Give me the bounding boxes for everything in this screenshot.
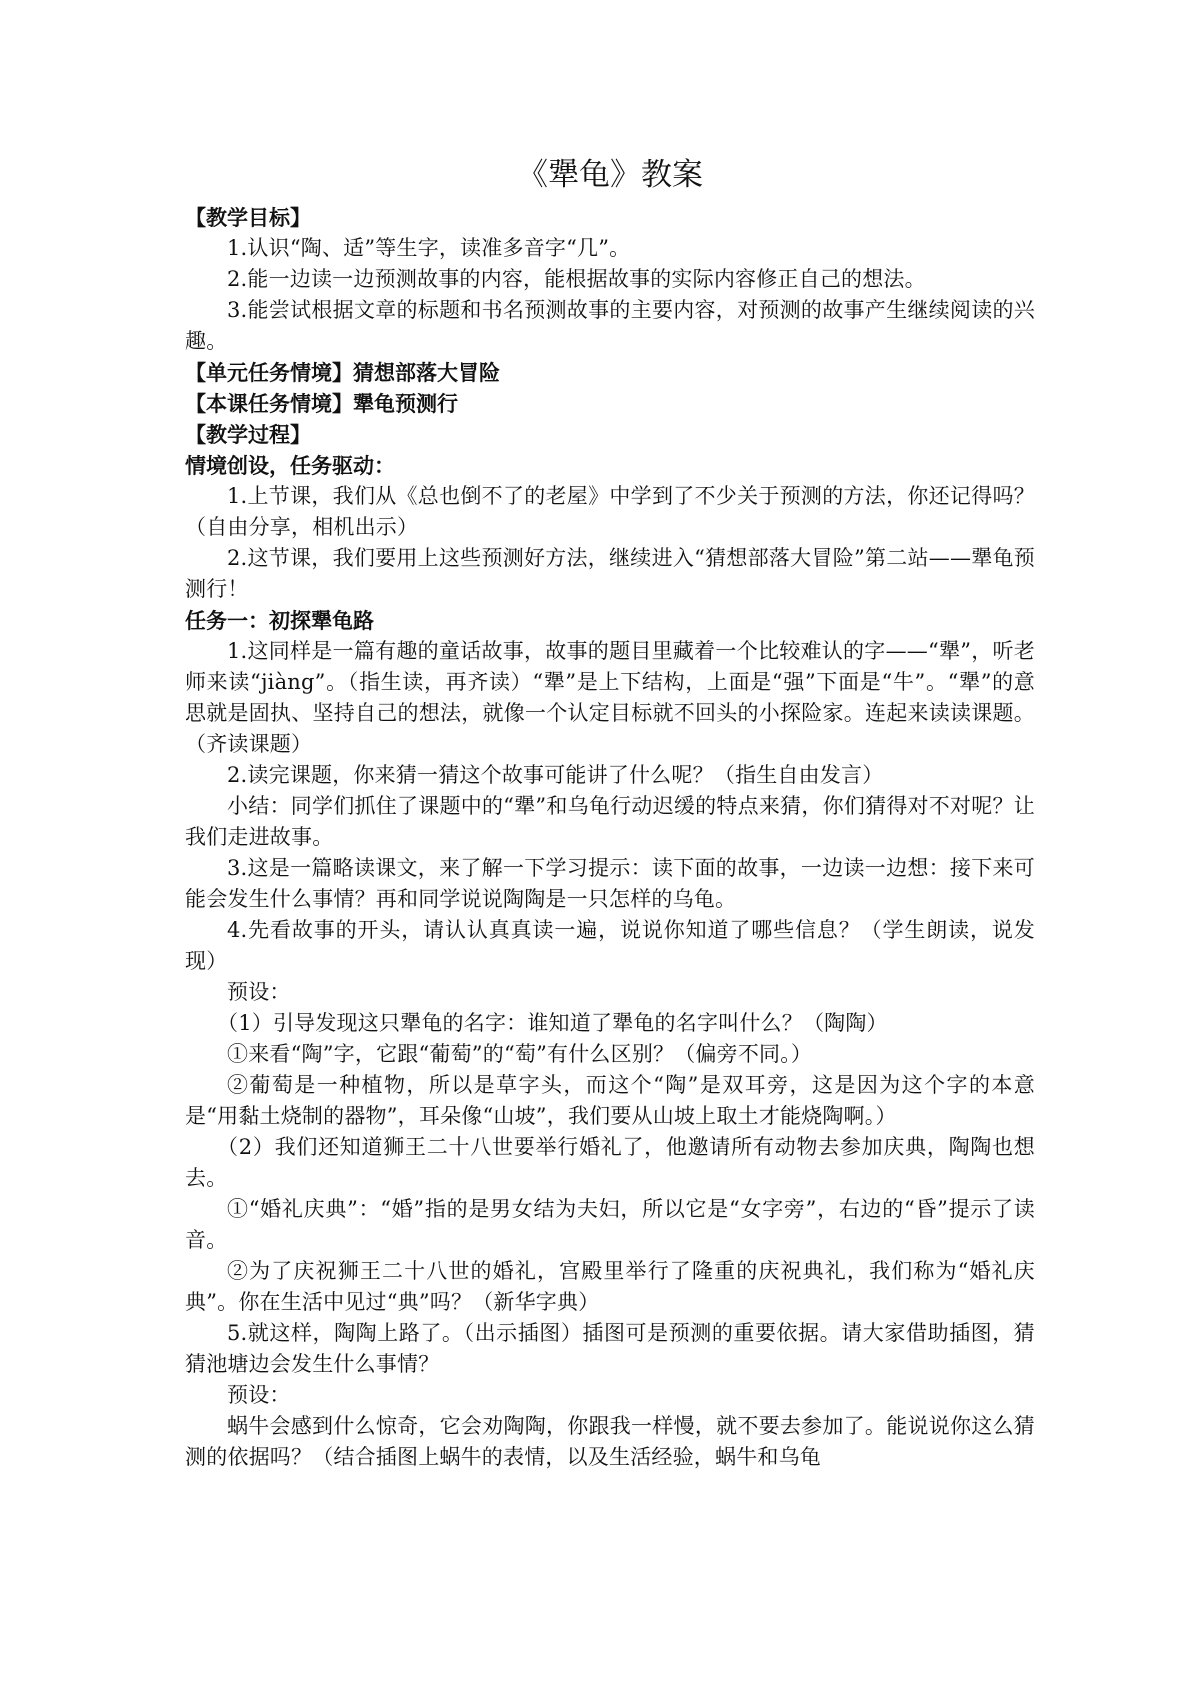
paragraph: （2）我们还知道狮王二十八世要举行婚礼了，他邀请所有动物去参加庆典，陶陶也想去。 <box>185 1135 1035 1190</box>
section-heading-process: 【教学过程】 <box>185 422 311 447</box>
paragraph: ②为了庆祝狮王二十八世的婚礼，宫殿里举行了隆重的庆祝典礼，我们称为“婚礼庆典”。你在生活中见过“典”吗？（新华字典） <box>185 1259 1035 1314</box>
paragraph: 1.认识“陶、适”等生字，读准多音字“几”。 <box>227 236 631 260</box>
document-title: 《犟龟》教案 <box>517 157 703 193</box>
document-page <box>185 150 1035 1473</box>
paragraph: 3.这是一篇略读课文，来了解一下学习提示：读下面的故事，一边读一边想：接下来可能会发生什么事情？再和同学说说陶陶是一只怎样的乌龟。 <box>185 856 1035 911</box>
section-heading-task-one: 任务一：初探犟龟路 <box>185 608 374 633</box>
paragraph: 5.就这样，陶陶上路了。（出示插图）插图可是预测的重要依据。请大家借助插图，猜猜池塘边会发生什么事情？ <box>185 1321 1035 1376</box>
paragraph: 预设： <box>227 1383 291 1407</box>
section-heading-unit-task: 【单元任务情境】猜想部落大冒险 <box>185 360 500 385</box>
paragraph: 1.上节课，我们从《总也倒不了的老屋》中学到了不少关于预测的方法，你还记得吗？（自由分享，相机出示） <box>185 484 1035 539</box>
paragraph: ①来看“陶”字，它跟“葡萄”的“萄”有什么区别？（偏旁不同。） <box>227 1042 813 1066</box>
paragraph: 小结：同学们抓住了课题中的“犟”和乌龟行动迟缓的特点来猜，你们猜得对不对呢？让我们走进故事。 <box>185 794 1035 849</box>
paragraph: （1）引导发现这只犟龟的名字：谁知道了犟龟的名字叫什么？（陶陶） <box>217 1011 888 1035</box>
paragraph: 3.能尝试根据文章的标题和书名预测故事的主要内容，对预测的故事产生继续阅读的兴趣。 <box>185 298 1035 353</box>
paragraph: ①“婚礼庆典”：“婚”指的是男女结为夫妇，所以它是“女字旁”，右边的“昏”提示了读音。 <box>185 1197 1035 1252</box>
paragraph: 1.这同样是一篇有趣的童话故事，故事的题目里藏着一个比较难认的字——“犟”，听老师来读“jiàng”。（指生读，再齐读）“犟”是上下结构，上面是“强”下面是“牛”。“犟”的意思就是固执、坚持自己的想法，就像一个认定目标就不回头的小探险家。连起来读读课题。（齐读课题） <box>185 639 1035 756</box>
section-heading-lesson-task: 【本课任务情境】犟龟预测行 <box>185 391 458 416</box>
paragraph: 2.能一边读一边预测故事的内容，能根据故事的实际内容修正自己的想法。 <box>227 267 926 291</box>
paragraph: 蜗牛会感到什么惊奇，它会劝陶陶，你跟我一样慢，就不要去参加了。能说说你这么猜测的依据吗？（结合插图上蜗牛的表情，以及生活经验，蜗牛和乌龟 <box>185 1414 1035 1469</box>
paragraph: 4.先看故事的开头，请认认真真读一遍，说说你知道了哪些信息？（学生朗读，说发现） <box>185 918 1035 973</box>
paragraph: ②葡萄是一种植物，所以是草字头，而这个“陶”是双耳旁，这是因为这个字的本意是“用黏土烧制的器物”，耳朵像“山坡”，我们要从山坡上取土才能烧陶啊。） <box>185 1073 1035 1128</box>
section-heading-situation: 情境创设，任务驱动： <box>185 453 395 478</box>
paragraph: 预设： <box>227 980 291 1004</box>
paragraph: 2.这节课，我们要用上这些预测好方法，继续进入“猜想部落大冒险”第二站——犟龟预测行！ <box>185 546 1035 601</box>
paragraph: 2.读完课题，你来猜一猜这个故事可能讲了什么呢？（指生自由发言） <box>227 763 884 787</box>
section-heading-goals: 【教学目标】 <box>185 205 311 230</box>
